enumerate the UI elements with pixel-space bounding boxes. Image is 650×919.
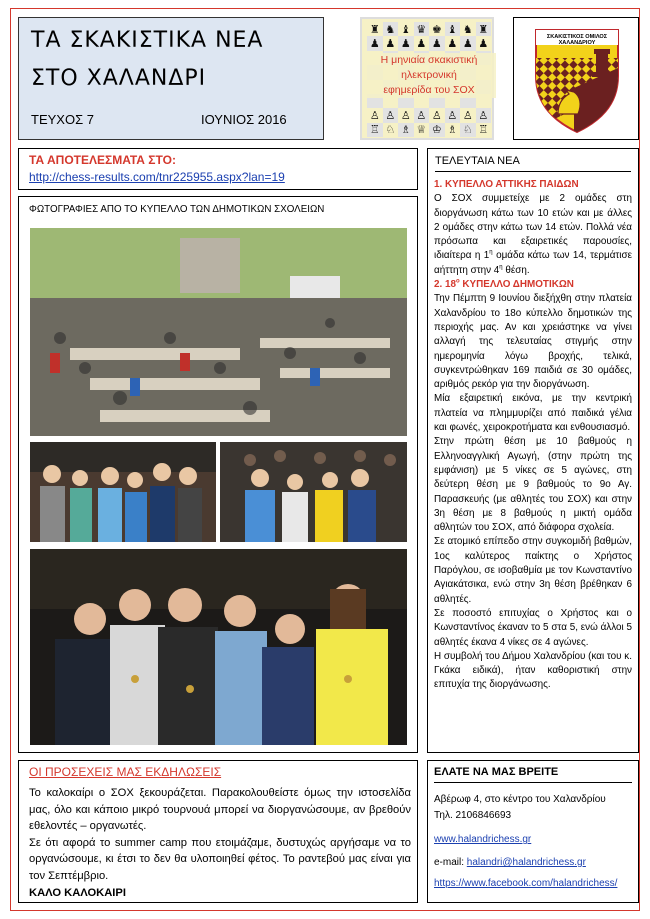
board-tagline-line-2: ηλεκτρονική — [401, 69, 457, 81]
board-square: ♙ — [476, 108, 492, 122]
photo-winners — [30, 549, 407, 745]
contact-title: ΕΛΑΤΕ ΝΑ ΜΑΣ ΒΡΕΙΤΕ — [434, 766, 559, 778]
news-item-2-title-pre: 2. 18 — [434, 279, 456, 291]
chessboard-graphic — [360, 17, 494, 140]
board-square: ♙ — [445, 108, 461, 122]
news-paragraph-4: Σε ατομικό επίπεδο στην συγκομιδή βαθμών, 1ος καλύτερος παίκτης ο Χρήστος Παρόγλου, σε ισοβαθμία με τον Κωνσταντίνο Αγιακάτσικα, ενώ στην 3η θέση βρέθηκαν 6 αθλητές. — [434, 536, 632, 605]
board-square: ♙ — [383, 108, 399, 122]
news-paragraph-6: Η συμβολή του Δήμου Χαλανδρίου (και του κ. Γκάκα ειδικά), ήταν καθοριστική στην επιτυχία της διοργάνωσης. — [434, 650, 632, 691]
svg-text:ΣΚΑΚΙΣΤΙΚΟΣ ΟΜΙΛΟΣ: ΣΚΑΚΙΣΤΙΚΟΣ ΟΜΙΛΟΣ — [546, 34, 608, 40]
svg-text:ΧΑΛΑΝΔΡΙΟΥ: ΧΑΛΑΝΔΡΙΟΥ — [558, 40, 596, 46]
contact-website-link[interactable]: www.halandrichess.gr — [434, 834, 532, 845]
board-square: ♖ — [367, 123, 383, 137]
board-square: ♝ — [445, 22, 461, 36]
board-tagline-line-3: εφημερίδα του ΣΟΧ — [383, 84, 475, 96]
board-square: ♟ — [385, 38, 396, 51]
news-item-2-title — [434, 278, 632, 292]
contact-box — [427, 760, 639, 903]
results-box — [18, 148, 418, 190]
events-closing: ΚΑΛΟ ΚΑΛΟΚΑΙΡΙ — [29, 886, 126, 899]
issue-number: ΤΕΥΧΟΣ 7 — [31, 112, 94, 127]
board-square: ♟ — [478, 38, 489, 51]
news-divider — [435, 171, 631, 172]
board-square: ♟ — [429, 36, 445, 50]
board-tagline-line-1: Η μηνιαία σκακιστική — [380, 54, 478, 66]
board-square: ♘ — [385, 124, 396, 137]
board-square: ♙ — [462, 109, 473, 122]
board-square: ♛ — [414, 22, 430, 36]
news-paragraph-3: Στην πρώτη θέση με 10 βαθμούς η Ελληνοαγγλική Αγωγή, (στην πρώτη της εμφάνιση) με 5 νίκες σε 5 αγώνες, στη δεύτερη θέση με 9 βαθμούς το 9ο Αγ. Παρασκευής (με αθλητές του ΣΟΧ) και στην 3η θέση με 8 βαθμούς η μικτή ομάδα αθλητών του ΣΟΧ, από διάφορα σχολεία. — [434, 436, 632, 534]
board-square: ♙ — [414, 108, 430, 122]
board-square: ♙ — [431, 109, 442, 122]
contact-email-link[interactable]: halandri@halandrichess.gr — [466, 857, 586, 868]
board-square: ♟ — [460, 36, 476, 50]
masthead — [18, 17, 324, 140]
news-item-2-title-sup: ο — [455, 278, 460, 285]
board-square: ♗ — [447, 124, 458, 137]
board-square: ♜ — [369, 23, 380, 36]
news-item-1-text-a: Ο ΣΟΧ συμμετείχε με 2 ομάδες στη διοργάνωση κάτω των 10 ετών και με άλλες 2 ομάδες στην κάτω των 14 ετών. Πολλά νέα πρόσωπα και εξαιρετικές παρουσίες, ιδιαίτερα η 1 — [434, 193, 632, 262]
contact-phone: Τηλ. 2106846693 — [434, 810, 512, 821]
photo-team-left — [30, 442, 216, 542]
board-square: ♘ — [460, 123, 476, 137]
news-item-1-text-c: θέση. — [502, 264, 530, 276]
board-square: ♚ — [431, 23, 442, 36]
news-heading: ΤΕΛΕΥΤΑΙΑ ΝΕΑ — [435, 155, 520, 167]
news-item-2-title-post: ΚΥΠΕΛΛΟ ΔΗΜΟΤΙΚΩΝ — [459, 279, 574, 291]
news-item-1-title: 1. ΚΥΠΕΛΛΟ ΑΤΤΙΚΗΣ ΠΑΙΔΩΝ — [434, 179, 579, 190]
news-paragraph-2: Μία εξαιρετική εικόνα, με την κεντρική πλατεία να πλημμυρίζει από παιδικά γέλια και φωνές, χειροκροτήματα και ενθουσιασμό. — [434, 393, 632, 434]
board-square: ♝ — [400, 23, 411, 36]
latest-news — [427, 148, 639, 753]
board-square: ♟ — [367, 36, 383, 50]
contact-email-label: e-mail: — [434, 857, 467, 868]
photo-gallery — [18, 196, 418, 753]
board-square: ♞ — [383, 22, 399, 36]
contact-email-row — [434, 857, 586, 868]
events-paragraph-2: Σε ότι αφορά το summer camp που ετοιμάζαμε, δυστυχώς αργήσαμε να το οργανώσουμε, κι έτσι το δεν θα υλοποιηθεί φέτος. Το ραντεβού μας είναι για τον Σεπτέμβριο. — [29, 836, 411, 882]
board-square: ♞ — [462, 23, 473, 36]
contact-address: Αβέρωφ 4, στο κέντρο του Χαλανδρίου — [434, 794, 606, 805]
board-square: ♙ — [369, 109, 380, 122]
news-item-1-sup-2: η — [499, 264, 503, 271]
board-square: ♖ — [478, 124, 489, 137]
photo-team-right — [220, 442, 407, 542]
board-square: ♜ — [476, 22, 492, 36]
news-body — [434, 178, 632, 693]
board-square: ♟ — [416, 38, 427, 51]
photo-tournament-square — [30, 228, 407, 436]
board-square: ♟ — [447, 38, 458, 51]
news-item-1-text — [434, 192, 632, 278]
events-paragraph-1: Το καλοκαίρι ο ΣΟΧ ξεκουράζεται. Παρακολουθείστε όμως την ιστοσελίδα μας, όλο και κάποιο μικρό τουρνουά μπορεί να διοργανώσουμε, αν βρεθούν εθελοντές – οργανωτές. — [29, 787, 411, 833]
title-line-1: ΤΑ ΣΚΑΚΙΣΤΙΚΑ ΝΕΑ — [31, 28, 264, 53]
club-shield-logo — [514, 18, 638, 139]
news-item-1-text-b: ομάδα κάτω των 14, τερμάτισε αήττητη στην 4 — [434, 250, 633, 276]
issue-date: ΙΟΥΝΙΟΣ 2016 — [201, 112, 287, 127]
news-paragraph-5: Σε ποσοστό επιτυχίας ο Χρήστος και ο Κωνσταντίνος έκαναν το 5 στα 5, ενώ άλλοι 5 αθλητές έκανα 4 νίκες σε 4 αγώνες. — [434, 607, 632, 648]
contact-divider — [434, 782, 632, 783]
events-title: ΟΙ ΠΡΟΣΕΧΕΙΣ ΜΑΣ ΕΚΔΗΛΩΣΕΙΣ — [29, 765, 222, 779]
board-square: ♗ — [398, 123, 414, 137]
results-title: ΤΑ ΑΠΟΤΕΛΕΣΜΑΤΑ ΣΤΟ: — [29, 153, 176, 167]
board-square: ♕ — [416, 124, 427, 137]
photo-caption: ΦΩΤΟΓΡΑΦΙΕΣ ΑΠΟ ΤΟ ΚΥΠΕΛΛΟ ΤΩΝ ΔΗΜΟΤΙΚΩΝ ΣΧΟΛΕΙΩΝ — [29, 204, 325, 215]
upcoming-events — [18, 760, 418, 903]
news-item-1-sup-1: η — [489, 250, 493, 257]
title-line-2: ΣΤΟ ΧΑΛΑΝΔΡΙ — [31, 66, 207, 91]
club-logo-box — [513, 17, 639, 140]
board-tagline — [362, 53, 496, 98]
results-link[interactable]: http://chess-results.com/tnr225955.aspx?lan=19 — [29, 170, 285, 184]
events-body — [29, 785, 411, 901]
board-square: ♟ — [398, 36, 414, 50]
news-paragraph-1: Την Πέμπτη 9 Ιουνίου διεξήχθη στην πλατεία Χαλανδρίου το 18ο κύπελλο δημοτικών της περιοχής μας. Αν και χρειάστηκε να γίνει αλλαγή της τελευταίας στιγμής στην ημερομηνία λόγω βροχής, τελικά, συγκεντρώθηκαν 169 παιδιά σε 30 ομάδες, αριθμός ρεκόρ για την διοργάνωση. — [434, 293, 632, 391]
board-square: ♔ — [429, 123, 445, 137]
board-square: ♙ — [400, 109, 411, 122]
contact-facebook-link[interactable]: https://www.facebook.com/halandrichess/ — [434, 878, 618, 889]
